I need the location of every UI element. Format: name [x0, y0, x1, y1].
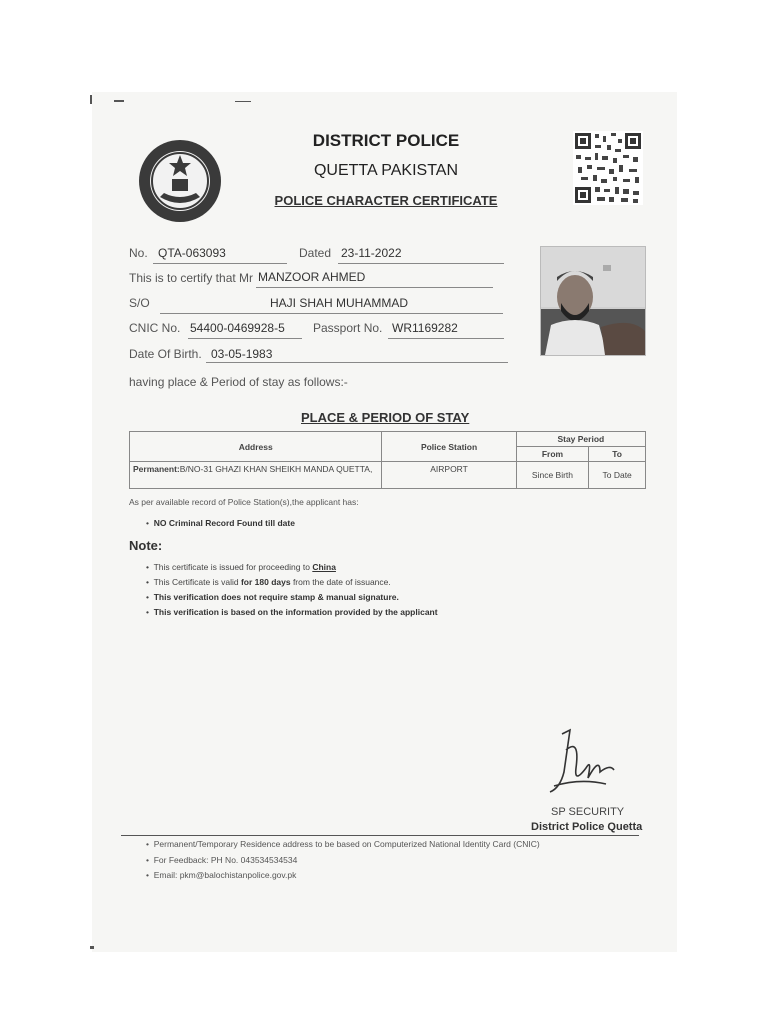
- scan-mark: [235, 101, 251, 102]
- date-of-birth: 03-05-1983: [211, 347, 273, 361]
- page-title: DISTRICT POLICE: [312, 131, 460, 150]
- address-value: B/NO-31 GHAZI KHAN SHEIKH MANDA QUETTA,: [179, 464, 373, 474]
- stay-intro: having place & Period of stay as follows:-: [129, 375, 348, 389]
- note-text: This certificate is issued for proceeding to: [153, 562, 313, 572]
- issue-date: 23-11-2022: [341, 246, 402, 260]
- father-name: HAJI SHAH MUHAMMAD: [270, 296, 409, 310]
- cnic-number: 54400-0469928-5: [190, 321, 285, 335]
- scan-mark: [90, 946, 94, 949]
- underline: [153, 263, 287, 264]
- validity-period: for 180 days: [240, 577, 291, 587]
- note-text: This Certificate is valid: [153, 577, 241, 587]
- to-cell: To Date: [589, 462, 646, 489]
- note-item: [146, 577, 391, 587]
- certificate-title: POLICE CHARACTER CERTIFICATE: [274, 193, 498, 208]
- header-address: Address: [130, 432, 382, 462]
- underline: [188, 338, 302, 339]
- bullet-icon: •: [146, 839, 149, 849]
- police-station-cell: AIRPORT: [382, 462, 516, 489]
- certificate-number: QTA-063093: [158, 246, 226, 260]
- bullet-icon: •: [146, 607, 149, 617]
- scan-mark: [114, 100, 124, 102]
- footer-item: [146, 870, 296, 880]
- underline: [388, 338, 504, 339]
- certify-label: This is to certify that Mr: [129, 271, 254, 285]
- header-from: From: [516, 447, 589, 462]
- signature-icon: [540, 728, 620, 800]
- footer-text: Permanent/Temporary Residence address to be based on Computerized National Identity Card (CNIC): [153, 839, 540, 849]
- bullet-icon: •: [146, 870, 149, 880]
- stay-table: [129, 431, 646, 489]
- signatory-office: District Police Quetta: [531, 821, 643, 833]
- note-item: [146, 562, 336, 572]
- note-text: from the date of issuance.: [290, 577, 391, 587]
- dob-label: Date Of Birth.: [129, 347, 202, 361]
- from-cell: Since Birth: [516, 462, 589, 489]
- passport-label: Passport No.: [313, 321, 383, 335]
- footer-divider: [121, 835, 639, 836]
- underline: [206, 362, 508, 363]
- header-to: To: [589, 447, 646, 462]
- address-type: Permanent:: [133, 464, 180, 474]
- note-text: This verification does not require stamp & manual signature.: [153, 592, 399, 602]
- footer-item: [146, 839, 540, 849]
- bullet-icon: •: [146, 562, 149, 572]
- no-label: No.: [129, 246, 148, 260]
- underline: [338, 263, 504, 264]
- footer-text: For Feedback: PH No. 043534534534: [153, 855, 298, 865]
- police-emblem-icon: [138, 139, 222, 223]
- page-subtitle: QUETTA PAKISTAN: [313, 162, 459, 179]
- footer-email: Email: pkm@balochistanpolice.gov.pk: [153, 870, 297, 880]
- header-stay-period: Stay Period: [516, 432, 645, 447]
- dated-label: Dated: [299, 246, 332, 260]
- footer-item: [146, 855, 297, 865]
- destination-country: China: [312, 562, 336, 572]
- table-row: [130, 462, 646, 489]
- passport-number: WR1169282: [392, 321, 458, 335]
- note-title: Note:: [129, 538, 163, 553]
- underline: [256, 287, 493, 288]
- applicant-photo-icon: [540, 246, 646, 356]
- header-police-station: Police Station: [382, 432, 516, 462]
- bullet-icon: •: [146, 518, 149, 528]
- underline: [160, 313, 503, 314]
- bullet-icon: •: [146, 577, 149, 587]
- note-text: This verification is based on the information provided by the applicant: [153, 607, 438, 617]
- note-item: [146, 592, 399, 602]
- scan-mark: [90, 95, 92, 104]
- record-intro: As per available record of Police Station(s),the applicant has:: [129, 497, 359, 507]
- address-cell: [130, 462, 382, 489]
- qr-code-icon: [573, 131, 643, 205]
- section-title: PLACE & PERIOD OF STAY: [301, 410, 470, 425]
- bullet-icon: •: [146, 855, 149, 865]
- note-item: [146, 607, 438, 617]
- record-item-text: NO Criminal Record Found till date: [153, 518, 295, 528]
- signatory-role: SP SECURITY: [551, 806, 625, 818]
- record-item: [146, 518, 295, 528]
- bullet-icon: •: [146, 592, 149, 602]
- applicant-name: MANZOOR AHMED: [258, 270, 366, 284]
- cnic-label: CNIC No.: [129, 321, 181, 335]
- so-label: S/O: [129, 296, 150, 310]
